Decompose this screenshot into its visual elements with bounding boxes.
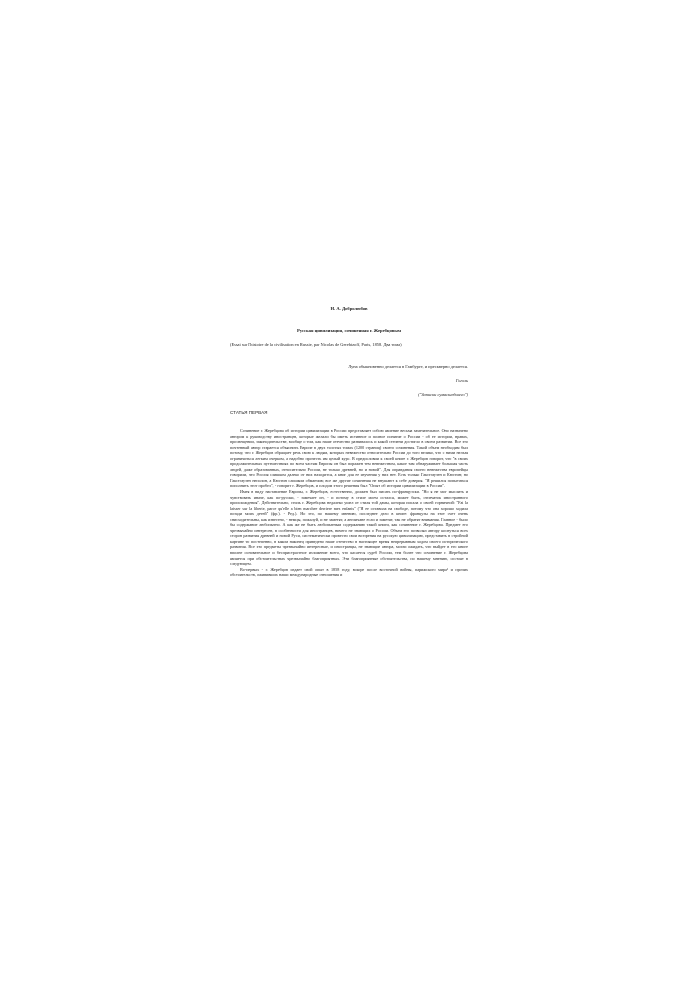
document-subtitle: (Essai sur l'histoire de la civilisation en Russie, par Nicolas de Gerebtzoff, Paris, 1858. Два тома): [230, 342, 402, 347]
epigraph: [230, 364, 468, 398]
body-paragraph-2: Имея в виду наставление Европы, г. Жеребцов, естественно, должен был писать по-французски. "Но я не мог мыслить и чувствовать иначе, как по-русски, - замечает он, - и потому в стиле моем остался, может быть, отпечаток иностранного происхождения". Действительно, стиль г. Жеребцова недалеко ушел от стиля той дамы, которая писала о своей горничной: "Fai la laisser sur la liberte, parce qu'elle a bien marchee derriere mes enfants" ("Я ее оставила на свободе, потому что она хорошо ходила позади моих детей" (фр.). - Ред.). Но это, по нашему мнению, последнее дело в книге: французы на этот счет очень снисходительны, как известно, - немцы, пожалуй, и не заметят, а англичане если и заметят, так не обратят внимания. Главное - было бы содержание любопытно. А как же не быть любопытным содержанию такой книги, как сочинение г. Жеребцова. Предмет его чрезвычайно интересен, в особенности для иностранцев, ничего не знающих о России. Объем его позволял автору коснуться всех сторон развития древней и новой Руси, систематически провести свои воззрения на русскую цивилизацию, представить в стройной картине то постепенно, в каком наконец приведено наше отечество в настоящее время непрерывным ходом своего исторического развития. Все это предметы чрезвычайно интересные, и иностранцы, не знающие автора, могли ожидать, что выйдет в его книге вполне основательное и беспристрастное изложение всего, что касается судеб России, тем более что сочинение г. Жеребцова является при обстоятельствах чрезвычайно благоприятных. Эти благоприятные обстоятельства, по нашему мнению, состоят в следующем.: [230, 489, 468, 567]
epigraph-author: Гоголь: [455, 378, 468, 383]
document-title: Русская цивилизация, сочиненная г. Жеребцовым: [297, 328, 401, 333]
author-name: Н. А. Добролюбов: [330, 306, 368, 311]
section-heading: СТАТЬЯ ПЕРВАЯ: [230, 410, 268, 415]
epigraph-text: Луна обыкновенно делается в Гамбурге, и прескверно делается.: [348, 364, 468, 369]
body-paragraph-3: Во-первых - г. Жеребцов издает свой опыт в 1858 году, вскоре после восточной войны, парижского мира¹ и прочих обстоятельств, ожививших наши международные отношения и: [230, 566, 468, 578]
document-page: [230, 306, 468, 578]
body-paragraph-1: Сочинение г. Жеребцова об истории цивилизации в России представляет собою явление весьма замечательное. Оно назначено автором к руководству иностранцев, которые желали бы иметь истинное и полное понятие о России - об ее истории, нравах, просвещении, законодательстве, вообще о том, как наше отечество развивалось и какой степени достигло в своем развитии. Все это почтенный автор старается объяснить Европе в двух толстых томах (1200 страниц) своего сочинения. Такой объем необходим был потому, что г. Жеребцов обращает речь свою к людям, которых невежество относительно России до того велико, что с ними нельзя ограничиться легким очерком, а надобно прочесть им целый курс. В предисловии к своей книге г. Жеребцов говорит, что "в своих продолжительных путешествиях по всем частям Европы он был поражен тем невежеством, какое там обнаруживает большая часть людей, даже образованных, относительно России, не только древней, но и новой". Для оправдания своего невежества европейцы говорили, что Россия слишком далеко от них находится, а книг для ее изучения у них нет. Есть только Гакстгаузен и Кюстин; но Гакстгаузен неполон, а Кюстин слишком обманчив; все же другие сочинения не внушают к себе доверия. "Я решился попытаться пополнить этот пробел", - говорит г. Жеребцов, и плодом этого решения был "Опыт об истории цивилизации в России".: [230, 428, 468, 489]
epigraph-source: ("Записки сумасшедшего"): [418, 392, 468, 397]
